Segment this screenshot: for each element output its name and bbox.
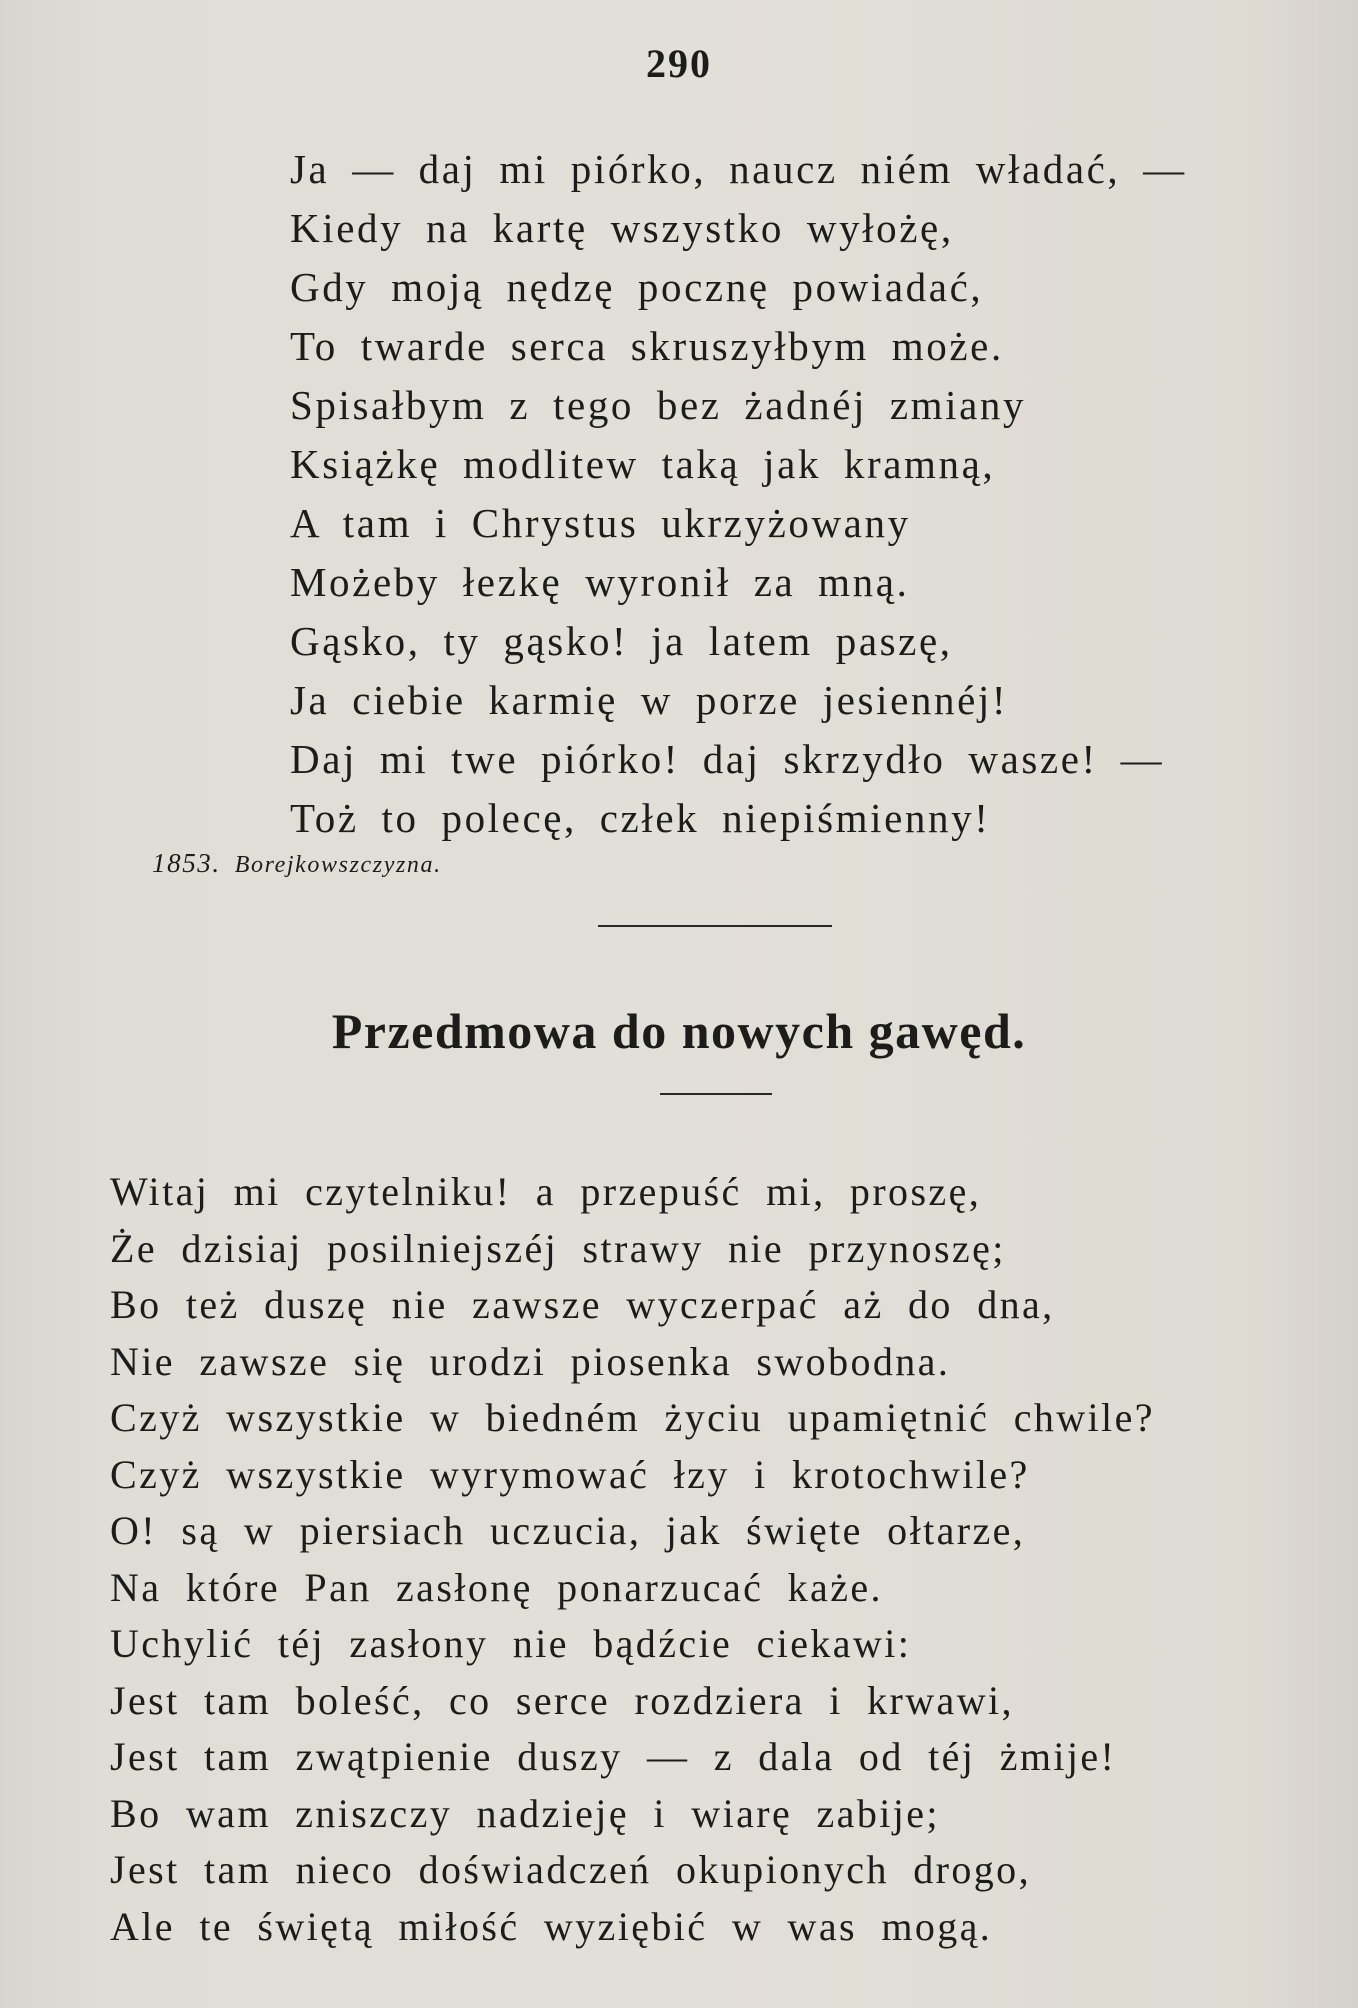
verse-line: Nie zawsze się urodzi piosenka swobodna. <box>110 1338 951 1384</box>
verse-line: Możeby łezkę wyronił za mną. <box>290 559 910 605</box>
poem-place: Borejkowszczyzna. <box>234 852 442 878</box>
verse-line: Bo wam zniszczy nadzieję i wiarę zabije; <box>110 1790 940 1836</box>
page-number: 290 <box>646 41 712 86</box>
verse-line: Gąsko, ty gąsko! ja latem paszę, <box>290 618 953 664</box>
verse-line: Daj mi twe piórko! daj skrzydło wasze! — <box>290 736 1165 782</box>
poem-year: 1853. <box>152 848 221 878</box>
verse-line: Czyż wszystkie wyrymować łzy i krotochwile? <box>110 1451 1030 1497</box>
verse-line: A tam i Chrystus ukrzyżowany <box>290 500 911 546</box>
verse-line: Że dzisiaj posilniejszéj strawy nie przynoszę; <box>110 1225 1006 1271</box>
verse-line: Czyż wszystkie w biedném życiu upamiętnić chwile? <box>110 1395 1155 1440</box>
verse-line: Toż to polecę, człek niepiśmienny! <box>290 795 991 841</box>
verse-line: Kiedy na kartę wszystko wyłożę, <box>290 205 954 251</box>
verse-line: Ja ciebie karmię w porze jesiennéj! <box>290 677 1009 723</box>
verse-line: O! są w piersiach uczucia, jak święte ołtarze, <box>110 1508 1026 1553</box>
title-underline <box>660 1093 772 1095</box>
verse-line: Witaj mi czytelniku! a przepuść mi, proszę, <box>110 1169 982 1214</box>
verse-line: Jest tam zwątpienie duszy — z dala od téj żmije! <box>110 1734 1117 1779</box>
verse-line: Książkę modlitew taką jak kramną, <box>290 441 996 487</box>
verse-line: Gdy moją nędzę pocznę powiadać, <box>290 264 984 310</box>
poem-stanza-first <box>290 140 1310 848</box>
verse-line: Ale te świętą miłość wyziębić w was mogą. <box>110 1903 993 1949</box>
section-divider <box>598 925 832 927</box>
verse-line: Uchylić téj zasłony nie bądźcie ciekawi: <box>110 1621 912 1666</box>
verse-line: Jest tam boleść, co serce rozdziera i krwawi, <box>110 1677 1014 1723</box>
verse-line: To twarde serca skruszyłbym może. <box>290 323 1004 369</box>
verse-line: Jest tam nieco doświadczeń okupionych drogo, <box>110 1847 1031 1892</box>
verse-line: Na które Pan zasłonę ponarzucać każe. <box>110 1564 883 1610</box>
section-title: Przedmowa do nowych gawęd. <box>331 1003 1027 1059</box>
poem-stanza-second <box>110 1164 1350 1955</box>
poem-dateline <box>152 848 442 879</box>
verse-line: Spisałbym z tego bez żadnéj zmiany <box>290 382 1027 428</box>
verse-line: Ja — daj mi piórko, naucz niém władać, — <box>290 146 1187 192</box>
verse-line: Bo też duszę nie zawsze wyczerpać aż do dna, <box>110 1282 1055 1327</box>
